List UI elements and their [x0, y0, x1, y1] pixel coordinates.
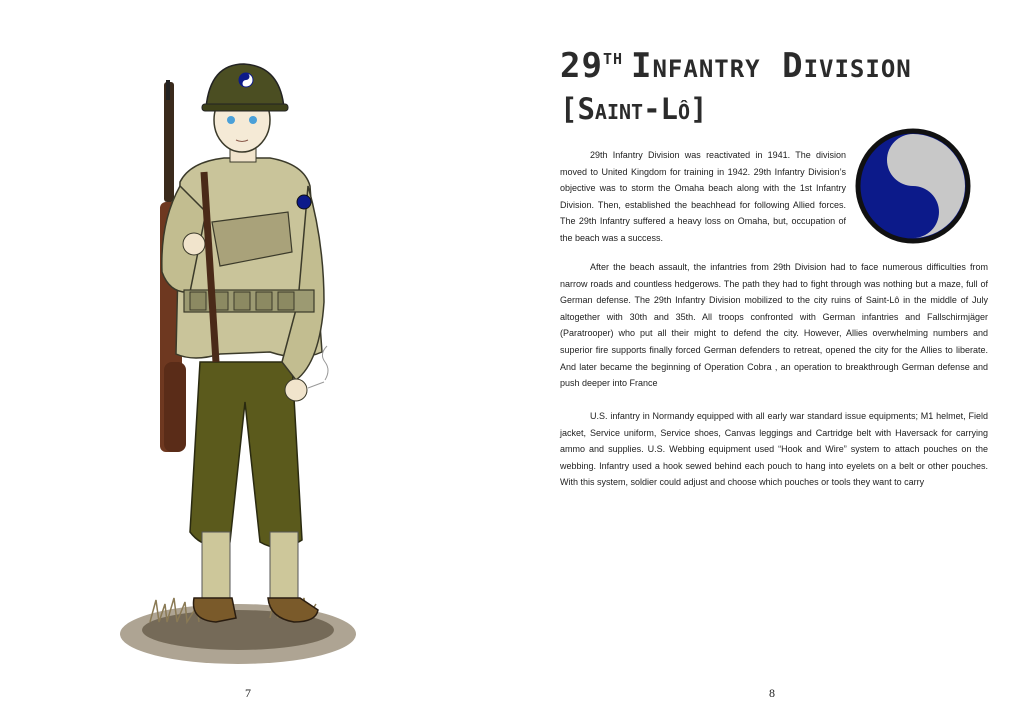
page-number-right: 8: [769, 686, 775, 700]
paragraph-2-text: After the beach assault, the infantries from 29th Division had to face numerous difficulties from narrow roads and countless hedgerows. The path they had to fight through was nothing but a maze, full of German defense. The 29th Infantry Division mobilized to the city ruins of Saint-Lô in the middle of July altogether with 30th and 35th. All troops confronted with German infantries and Fallschirmjäger (Paratrooper) who put all their might to defend the city. However, Allies overwhelming numbers and superior fire supports finally forced German defenders to retreat, opened the city for the Allies to liberate. And later became the beginning of Operation Cobra , an operation to breakthrough German defense and push deeper into France: [560, 262, 988, 389]
title-words: Infantry Division: [631, 46, 912, 86]
page-title: [560, 46, 912, 86]
paragraph-2: [560, 259, 988, 392]
page-number-left: 7: [245, 686, 251, 700]
29th-division-insignia-icon: [855, 128, 971, 244]
soldier-illustration: [120, 62, 390, 672]
paragraph-3-text: U.S. infantry in Normandy equipped with all early war standard issue equipments; M1 helmet, Field jacket, Service uniform, Service shoes, Canvas leggings and Cartridge belt with Haversack for carrying ammo and supplies. U.S. Webbing equipment used “Hook and Wire” system to attach pouches on the webbing. Infantry used a hook sewed behind each pouch to hang into eyelets on a belt or other pouches. With this system, soldier could adjust and choose which pouches or tools they want to carry: [560, 411, 988, 488]
title-number: 29: [560, 46, 603, 86]
title-superscript: TH: [602, 50, 624, 68]
right-page: [512, 0, 1024, 724]
paragraph-3: [560, 408, 988, 491]
paragraph-1: [560, 147, 846, 247]
page-subtitle: [Saint-Lô]: [560, 92, 708, 126]
paragraph-1-text: 29th Infantry Division was reactivated in 1941. The division moved to United Kingdom for training in 1942. 29th Infantry Division’s objective was to storm the Omaha beach along with the 1st Infantry Division. Then, established the beachhead for following Allied forces. The 29th Infantry suffered a heavy loss on Omaha, but, occupation of the beach was a success.: [560, 150, 846, 243]
